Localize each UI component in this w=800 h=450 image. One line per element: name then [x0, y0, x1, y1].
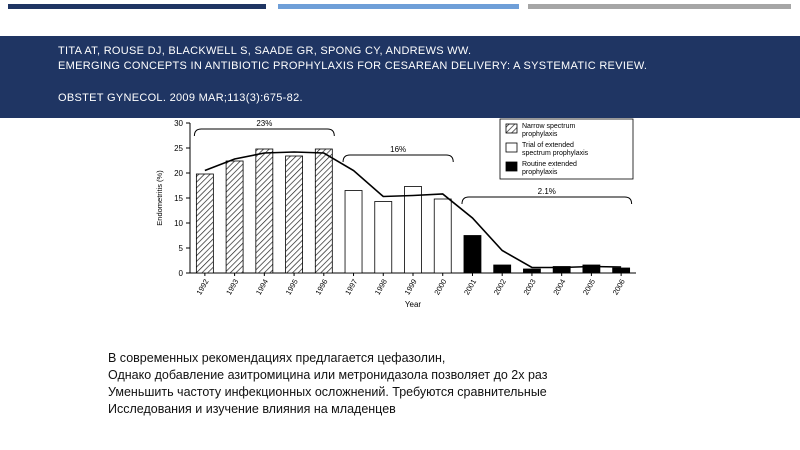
top-accent-bars	[0, 0, 800, 10]
y-tick-label: 25	[174, 144, 183, 153]
top-accent-bar-3	[528, 4, 791, 9]
group-bracket	[462, 197, 632, 204]
y-tick-label: 10	[174, 219, 183, 228]
caption-line-1: В современных рекомендациях предлагается цефазолин,	[108, 351, 446, 365]
group-label: 2.1%	[537, 187, 556, 196]
y-tick-label: 0	[178, 269, 183, 278]
bar	[256, 149, 273, 273]
top-accent-bar-2	[278, 4, 519, 9]
x-tick-label: 1994	[253, 277, 271, 297]
y-tick-label: 15	[174, 194, 183, 203]
legend-label: Trial of extended spectrum prophylaxis	[522, 142, 589, 157]
x-tick-label: 2006	[610, 277, 627, 297]
group-label: 23%	[256, 119, 273, 128]
endometritis-chart	[150, 115, 650, 310]
header-authors: TITA AT, ROUSE DJ, BLACKWELL S, SAADE GR, SPONG CY, ANDREWS WW.	[58, 45, 472, 57]
group-bracket	[343, 155, 453, 162]
x-tick-label: 2002	[491, 277, 508, 297]
x-tick-label: 2000	[432, 277, 449, 297]
x-axis-label: Year	[404, 300, 422, 309]
x-tick-label: 1999	[402, 277, 419, 297]
bar	[464, 236, 481, 274]
legend-swatch	[506, 162, 517, 171]
legend-swatch	[506, 143, 517, 152]
slide-caption	[108, 350, 748, 418]
x-tick-label: 1996	[313, 277, 330, 297]
legend-label: Narrow spectrum prophylaxis	[522, 123, 576, 138]
chart-legend	[500, 119, 633, 179]
group-bracket	[194, 129, 334, 136]
header-title: EMERGING CONCEPTS IN ANTIBIOTIC PROPHYLAXIS FOR CESAREAN DELIVERY: A SYSTEMATIC REVIEW.	[58, 60, 648, 72]
bar	[375, 202, 392, 274]
bar	[434, 199, 451, 273]
y-tick-label: 20	[174, 169, 183, 178]
bar	[196, 174, 213, 273]
x-tick-label: 1992	[194, 277, 211, 297]
slide-header	[0, 36, 800, 118]
group-label: 16%	[390, 145, 407, 154]
legend-label: Routine extended prophylaxis	[522, 161, 577, 176]
y-tick-label: 30	[174, 119, 183, 128]
bar	[405, 187, 422, 274]
caption-line-4: Исследования и изучение влияния на младенцев	[108, 402, 396, 416]
caption-line-2: Однако добавление азитромицина или метронидазола позволяет до 2х раз	[108, 368, 548, 382]
caption-line-3: Уменьшить частоту инфекционных осложнений. Требуются сравнительные	[108, 385, 547, 399]
bar	[226, 161, 243, 273]
bar	[315, 149, 332, 273]
x-tick-label: 2003	[521, 277, 538, 297]
bar	[494, 265, 511, 273]
x-tick-label: 2005	[580, 277, 598, 297]
header-citation: OBSTET GYNECOL. 2009 MAR;113(3):675-82.	[58, 92, 303, 104]
x-tick-label: 1998	[372, 277, 389, 297]
legend-swatch	[506, 124, 517, 133]
bar	[345, 191, 362, 274]
bar	[286, 156, 303, 273]
x-tick-label: 1997	[343, 277, 360, 297]
x-tick-label: 2004	[551, 277, 568, 297]
bar	[613, 268, 630, 273]
x-tick-label: 1995	[283, 277, 300, 297]
x-tick-label: 2001	[462, 277, 479, 297]
bar	[523, 269, 540, 273]
y-tick-label: 5	[178, 244, 183, 253]
x-tick-label: 1993	[224, 277, 241, 297]
y-axis-label: Endometritis (%)	[155, 170, 164, 226]
top-accent-bar-1	[8, 4, 266, 9]
